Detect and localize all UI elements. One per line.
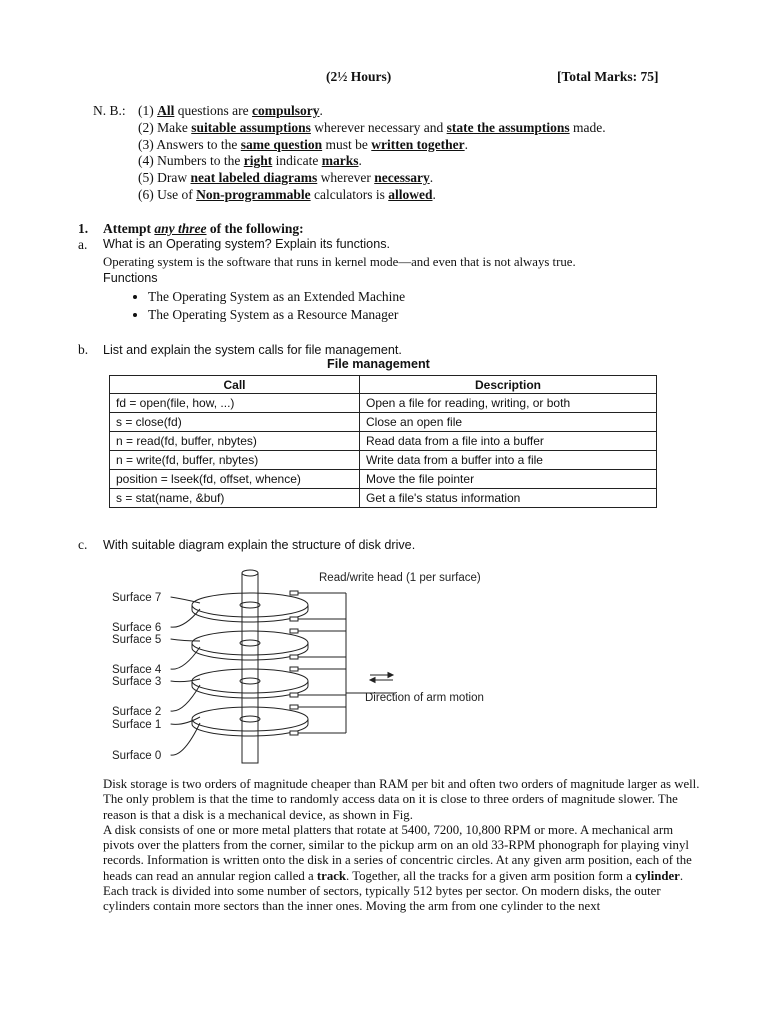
instruction-text: indicate [272, 153, 322, 169]
emphasis-text: right [243, 153, 273, 169]
emphasis-text: state the assumptions [446, 119, 570, 135]
instruction-item [138, 187, 436, 203]
bold-term: track [316, 868, 347, 883]
disk-drive-diagram [100, 565, 520, 775]
table-row [110, 451, 657, 470]
instruction-text: Use of [157, 187, 197, 202]
platter [192, 631, 308, 655]
instruction-text: . [429, 170, 434, 186]
instruction-number: (4) [138, 153, 154, 169]
instruction-text: . [319, 103, 323, 118]
nb-label: N. B.: [93, 103, 126, 118]
column-header-call: Call [110, 376, 360, 394]
call-cell: s = close(fd) [110, 413, 360, 432]
instruction-text: . [464, 136, 468, 152]
list-item: • The Operating System as a Resource Manager [148, 306, 405, 324]
platter [192, 707, 308, 731]
instruction-text: wherever necessary and [310, 119, 447, 135]
instruction-text: Make [157, 119, 192, 135]
platter [192, 669, 308, 693]
instruction-item [138, 137, 468, 153]
read-write-head [290, 617, 298, 621]
instruction-item [138, 120, 606, 136]
emphasis-text: necessary [374, 170, 430, 186]
surface-label: Surface 2 [112, 706, 162, 718]
sub-question-c: With suitable diagram explain the structure of disk drive. [103, 538, 416, 552]
description-cell: Move the file pointer [360, 470, 657, 489]
call-cell: n = read(fd, buffer, nbytes) [110, 432, 360, 451]
read-write-head [290, 591, 298, 595]
description-cell: Close an open file [360, 413, 657, 432]
paragraph-text: . [679, 868, 684, 883]
table-row [110, 470, 657, 489]
instruction-number: (6) [138, 187, 154, 202]
read-write-head [290, 731, 298, 735]
arrow-head [370, 678, 375, 683]
instruction-text: . [358, 153, 362, 169]
paragraph-text: . Together, all the tracks for a given arm position form a [346, 868, 636, 883]
instruction-text: Draw [157, 170, 191, 186]
arm-motion-label: Direction of arm motion [365, 692, 484, 704]
description-cell: Get a file's status information [360, 489, 657, 508]
sub-question-letter-b: b. [78, 342, 89, 357]
instruction-number: (5) [138, 170, 154, 186]
table-row [110, 413, 657, 432]
instruction-text: questions are [174, 103, 252, 118]
instruction-number: (3) [138, 136, 154, 152]
surface-label: Surface 1 [112, 719, 162, 731]
emphasis-text: marks [321, 153, 359, 169]
question-number: 1. [78, 221, 89, 236]
table-row [110, 394, 657, 413]
paragraph [103, 823, 703, 884]
read-write-head [290, 667, 298, 671]
sub-question-b: List and explain the system calls for file management. [103, 343, 402, 357]
sub-question-letter-c: c. [78, 537, 88, 552]
instruction-text: Answers to the [156, 136, 241, 152]
table-title: File management [327, 357, 430, 371]
emphasis-text: suitable assumptions [191, 119, 311, 135]
table-row [110, 489, 657, 508]
paragraph [103, 884, 703, 915]
instruction-item [138, 153, 362, 169]
read-write-head [290, 705, 298, 709]
list-item: • The Operating System as an Extended Machine [148, 288, 405, 306]
read-write-head [290, 629, 298, 633]
call-cell: fd = open(file, how, ...) [110, 394, 360, 413]
emphasis-text: Non-programmable [196, 187, 311, 202]
surface-label: Surface 5 [112, 634, 162, 646]
paragraph-text: Each track is divided into some number of sectors, typically 512 bytes per sector. On modern disks, the outer cylinders contain more sectors than the inner ones. Moving the arm from one cylinder to the next [103, 884, 661, 914]
sub-question-letter-a: a. [78, 237, 88, 252]
emphasis-text: allowed [388, 187, 433, 202]
surface-label: Surface 7 [112, 592, 162, 604]
spindle-top [242, 570, 258, 576]
emphasis-text: All [157, 103, 175, 118]
surface-leader [171, 597, 200, 603]
heading-emphasis: any three [154, 221, 207, 236]
paragraph-text: Disk storage is two orders of magnitude cheaper than RAM per bit and often two orders of magnitude larger as well. The only problem is that the time to randomly access data on it is close to three orders of magnitude slower. The reason is that a disk is a mechanical device, as shown in Fig. [103, 777, 700, 822]
arrow-head [388, 673, 393, 678]
instruction-text: Numbers to the [157, 153, 244, 169]
surface-label: Surface 4 [112, 664, 162, 676]
platter [192, 593, 308, 617]
instruction-text: wherever [317, 170, 375, 186]
paragraph [103, 777, 703, 823]
functions-list [103, 288, 405, 324]
call-cell: position = lseek(fd, offset, whence) [110, 470, 360, 489]
table-row [110, 432, 657, 451]
functions-label: Functions [103, 271, 158, 285]
question-heading [103, 221, 304, 237]
read-write-head [290, 655, 298, 659]
disk-explanation [103, 777, 703, 915]
instruction-text: must be [322, 136, 372, 152]
description-cell: Read data from a file into a buffer [360, 432, 657, 451]
head-label: Read/write head (1 per surface) [319, 572, 481, 584]
total-marks: [Total Marks: 75] [557, 69, 659, 84]
instruction-text: calculators is [310, 187, 389, 202]
file-management-table [109, 375, 657, 508]
bold-term: cylinder [635, 868, 680, 883]
instruction-text: . [432, 187, 436, 202]
instruction-item [138, 103, 323, 119]
exam-duration: (2½ Hours) [326, 69, 392, 84]
description-cell: Open a file for reading, writing, or both [360, 394, 657, 413]
instruction-number: (2) [138, 119, 154, 135]
column-header-description: Description [360, 376, 657, 394]
surface-label: Surface 6 [112, 622, 162, 634]
call-cell: n = write(fd, buffer, nbytes) [110, 451, 360, 470]
emphasis-text: compulsory [252, 103, 320, 118]
read-write-head [290, 693, 298, 697]
description-cell: Write data from a buffer into a file [360, 451, 657, 470]
instruction-text: made. [569, 119, 606, 135]
surface-label: Surface 0 [112, 750, 162, 762]
emphasis-text: same question [240, 136, 323, 152]
call-cell: s = stat(name, &buf) [110, 489, 360, 508]
answer-a-text: Operating system is the software that runs in kernel mode—and even that is not always true. [103, 255, 576, 269]
heading-suffix: of the following: [206, 221, 304, 236]
emphasis-text: neat labeled diagrams [190, 170, 318, 186]
paragraph-text: A disk consists of one or more metal platters that rotate at 5400, 7200, 10,800 RPM or more. A mechanical arm pivots over the platters from the corner, similar to the pickup arm on an old 33-RPM phonograph for playing vinyl records. Information is written onto the disk in a series of concentric circles. At any given arm position, each of the heads can read an annular region called a [103, 822, 692, 883]
heading-prefix: Attempt [103, 221, 155, 236]
instruction-item [138, 170, 433, 186]
emphasis-text: written together [371, 136, 465, 152]
surface-label: Surface 3 [112, 676, 162, 688]
sub-question-a: What is an Operating system? Explain its functions. [103, 237, 390, 251]
instruction-number: (1) [138, 103, 154, 118]
